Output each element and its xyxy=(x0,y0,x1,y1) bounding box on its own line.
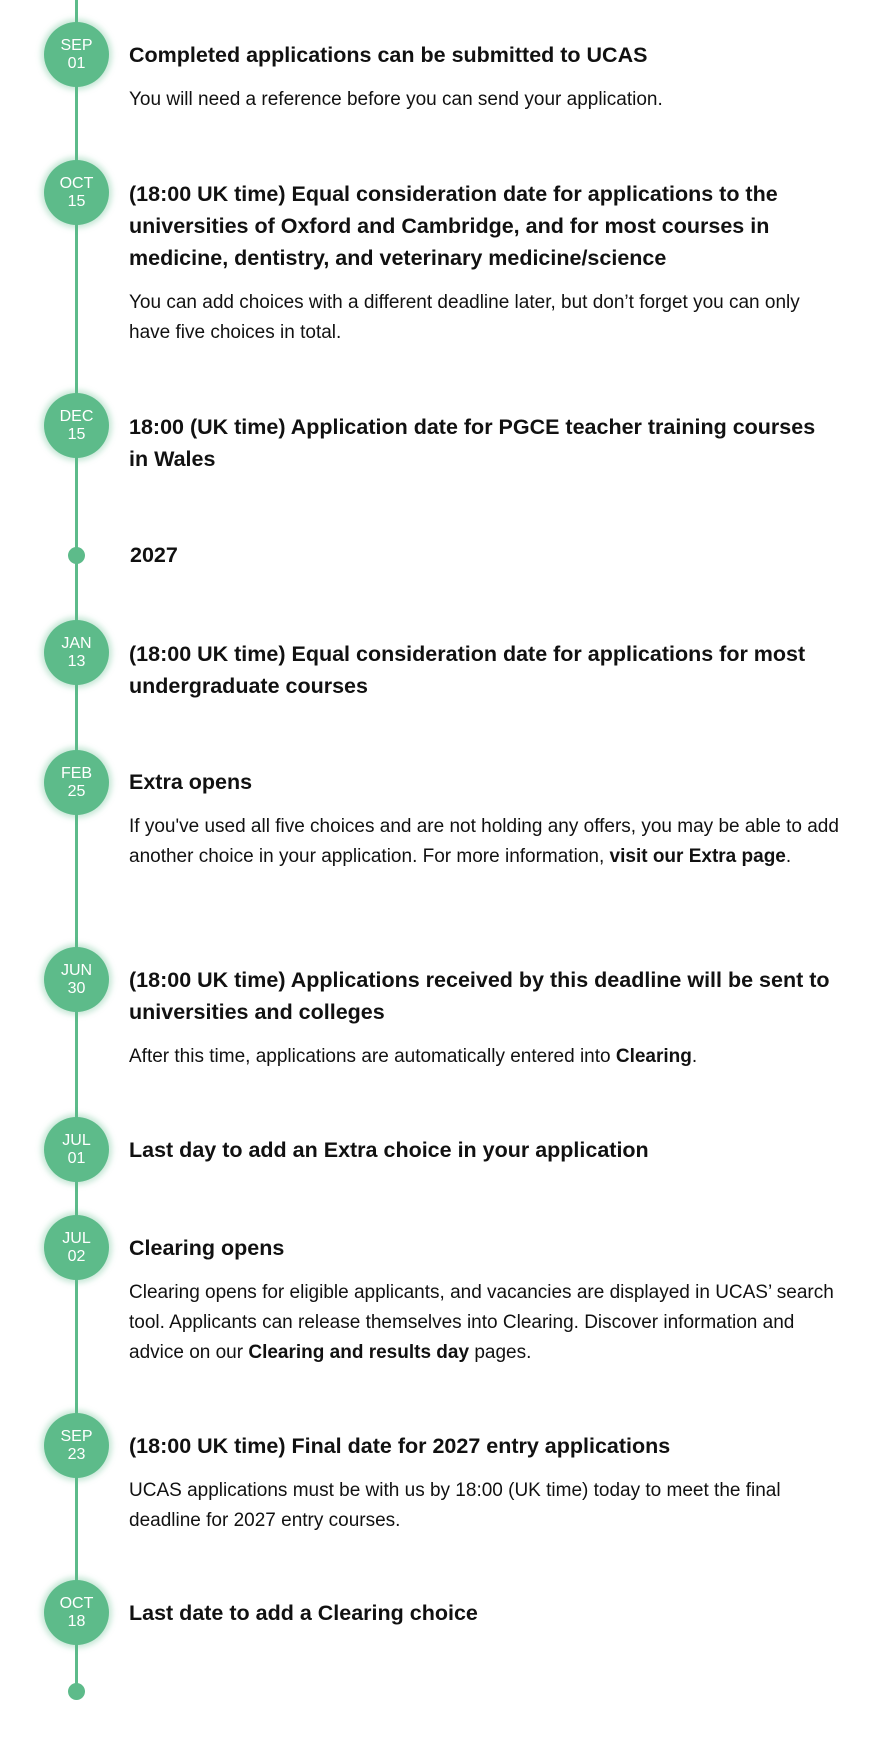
timeline-event xyxy=(129,1430,839,1536)
timeline-event xyxy=(129,411,839,475)
badge-month: OCT xyxy=(59,1594,94,1612)
date-badge xyxy=(44,620,109,685)
badge-day: 15 xyxy=(67,425,86,443)
badge-day: 30 xyxy=(67,979,86,997)
timeline-event xyxy=(129,766,839,872)
event-description: If you've used all five choices and are not holding any offers, you may be able to add another choice in your application. For more information, visit our Extra page. xyxy=(129,816,839,867)
event-title: (18:00 UK time) Equal consideration date for applications for most undergraduate courses xyxy=(129,642,806,698)
timeline-event xyxy=(129,178,839,348)
extra-page-link[interactable]: visit our Extra page xyxy=(609,846,786,867)
date-badge xyxy=(44,750,109,815)
event-title: (18:00 UK time) Applications received by this deadline will be sent to universities and colleges xyxy=(129,968,830,1024)
badge-month: OCT xyxy=(59,174,94,192)
badge-day: 01 xyxy=(67,54,86,72)
badge-month: FEB xyxy=(60,764,93,782)
date-badge xyxy=(44,1580,109,1645)
date-badge xyxy=(44,1413,109,1478)
badge-month: JAN xyxy=(61,634,92,652)
event-title: Extra opens xyxy=(129,770,253,794)
event-description: UCAS applications must be with us by 18:00 (UK time) today to meet the final deadline for 2027 entry courses. xyxy=(129,1480,781,1531)
year-dot xyxy=(68,547,85,564)
timeline-event xyxy=(129,39,839,115)
event-title: Last day to add an Extra choice in your application xyxy=(129,1138,649,1162)
event-description: You will need a reference before you can send your application. xyxy=(129,89,663,110)
badge-month: JUL xyxy=(62,1131,91,1149)
year-heading: 2027 xyxy=(130,543,178,567)
event-description: After this time, applications are automatically entered into Clearing. xyxy=(129,1046,698,1067)
timeline-end-dot xyxy=(68,1683,85,1700)
badge-month: DEC xyxy=(59,407,94,425)
timeline-event xyxy=(129,964,839,1072)
date-badge xyxy=(44,1117,109,1182)
badge-day: 02 xyxy=(67,1247,86,1265)
date-badge xyxy=(44,393,109,458)
badge-month: SEP xyxy=(60,36,93,54)
badge-month: JUN xyxy=(60,961,93,979)
date-badge xyxy=(44,947,109,1012)
badge-month: JUL xyxy=(62,1229,91,1247)
badge-month: SEP xyxy=(60,1427,93,1445)
date-badge xyxy=(44,22,109,87)
badge-day: 13 xyxy=(67,652,86,670)
badge-day: 25 xyxy=(67,782,86,800)
clearing-results-day-link[interactable]: Clearing and results day xyxy=(248,1342,470,1363)
timeline-event xyxy=(129,638,839,702)
badge-day: 18 xyxy=(67,1612,86,1630)
event-title: Clearing opens xyxy=(129,1236,285,1260)
event-title: Completed applications can be submitted to UCAS xyxy=(129,43,648,67)
timeline-event xyxy=(129,1597,839,1629)
badge-day: 15 xyxy=(67,192,86,210)
date-badge xyxy=(44,160,109,225)
event-title: (18:00 UK time) Final date for 2027 entry applications xyxy=(129,1434,671,1458)
event-description: You can add choices with a different deadline later, but don’t forget you can only have five choices in total. xyxy=(129,292,800,343)
date-badge xyxy=(44,1215,109,1280)
event-title: Last date to add a Clearing choice xyxy=(129,1601,478,1625)
event-title: (18:00 UK time) Equal consideration date for applications to the universities of Oxford and Cambridge, and for most courses in medicine, dentistry, and veterinary medicine/science xyxy=(129,182,778,270)
event-description: Clearing opens for eligible applicants, and vacancies are displayed in UCAS’ search tool. Applicants can release themselves into Clearing. Discover information and advice on our Clearing and results day pages. xyxy=(129,1282,834,1363)
badge-day: 01 xyxy=(67,1149,86,1167)
timeline-event xyxy=(129,1232,839,1368)
badge-day: 23 xyxy=(67,1445,86,1463)
clearing-link[interactable]: Clearing xyxy=(615,1046,692,1067)
timeline-event xyxy=(129,1134,839,1166)
event-title: 18:00 (UK time) Application date for PGCE teacher training courses in Wales xyxy=(129,415,816,471)
